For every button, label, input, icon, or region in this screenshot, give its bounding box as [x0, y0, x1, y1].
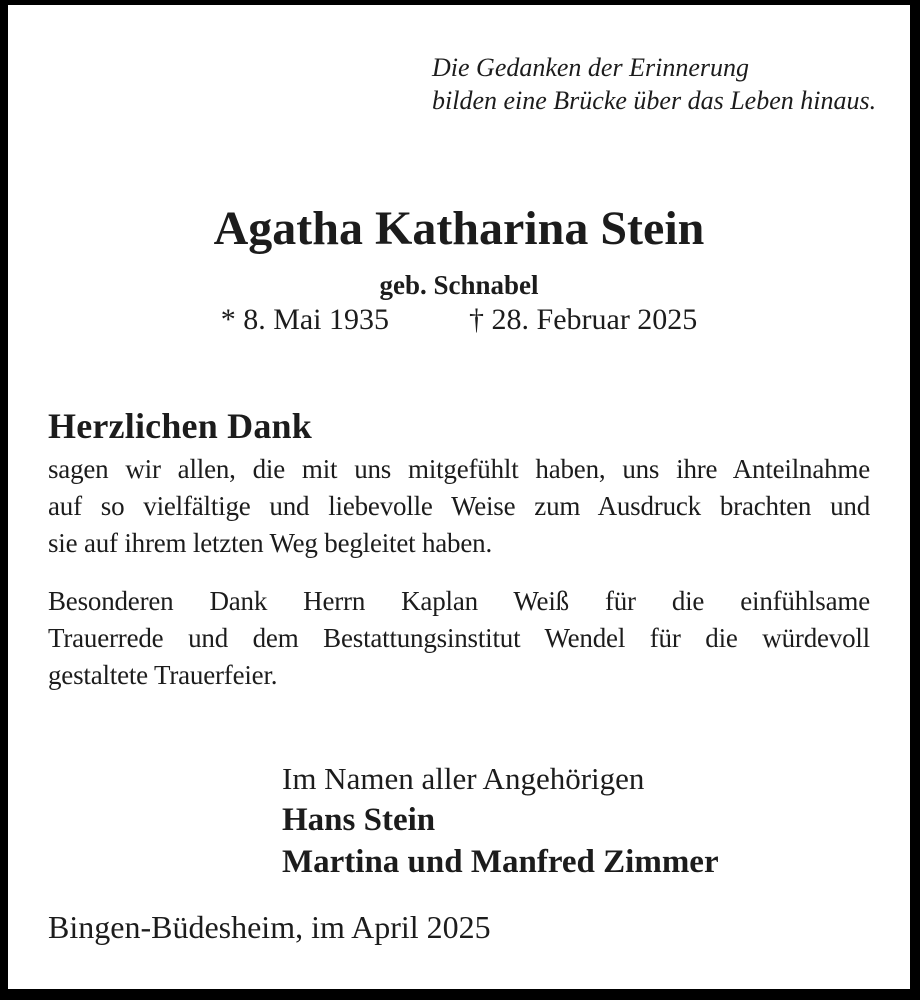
maiden-name: geb. Schnabel	[379, 270, 539, 300]
paragraph-line: gestaltete Trauerfeier.	[48, 660, 278, 690]
paragraph-line: Besonderen Dank Herrn Kaplan Weiß für die einfühlsame	[48, 586, 870, 616]
thanks-paragraph-1	[48, 451, 870, 562]
epigraph	[432, 51, 876, 117]
mourner-name: Martina und Manfred Zimmer	[282, 844, 719, 880]
death-date: † 28. Februar 2025	[469, 303, 698, 336]
mourner-name: Hans Stein	[282, 802, 436, 838]
paragraph-line: Trauerrede und dem Bestattungsinstitut Wendel für die würdevoll	[48, 623, 870, 653]
deceased-name: Agatha Katharina Stein	[213, 202, 705, 255]
paragraph-line: sie auf ihrem letzten Weg begleitet haben.	[48, 528, 492, 558]
life-dates	[48, 302, 870, 338]
on-behalf-line: Im Namen aller Angehörigen	[282, 761, 645, 796]
epigraph-line-1: Die Gedanken der Erinnerung	[432, 53, 749, 82]
thanks-paragraph-2	[48, 583, 870, 694]
place-date-line: Bingen-Büdesheim, im April 2025	[48, 909, 491, 945]
birth-date: * 8. Mai 1935	[220, 303, 390, 336]
paragraph-line: auf so vielfältige und liebevolle Weise zum Ausdruck brachten und	[48, 491, 870, 521]
obituary-notice-page	[8, 5, 910, 989]
thanks-heading: Herzlichen Dank	[48, 406, 312, 446]
closing-block	[282, 759, 719, 883]
epigraph-line-2: bilden eine Brücke über das Leben hinaus.	[432, 86, 877, 115]
paragraph-line: sagen wir allen, die mit uns mitgefühlt haben, uns ihre Anteilnahme	[48, 454, 870, 484]
